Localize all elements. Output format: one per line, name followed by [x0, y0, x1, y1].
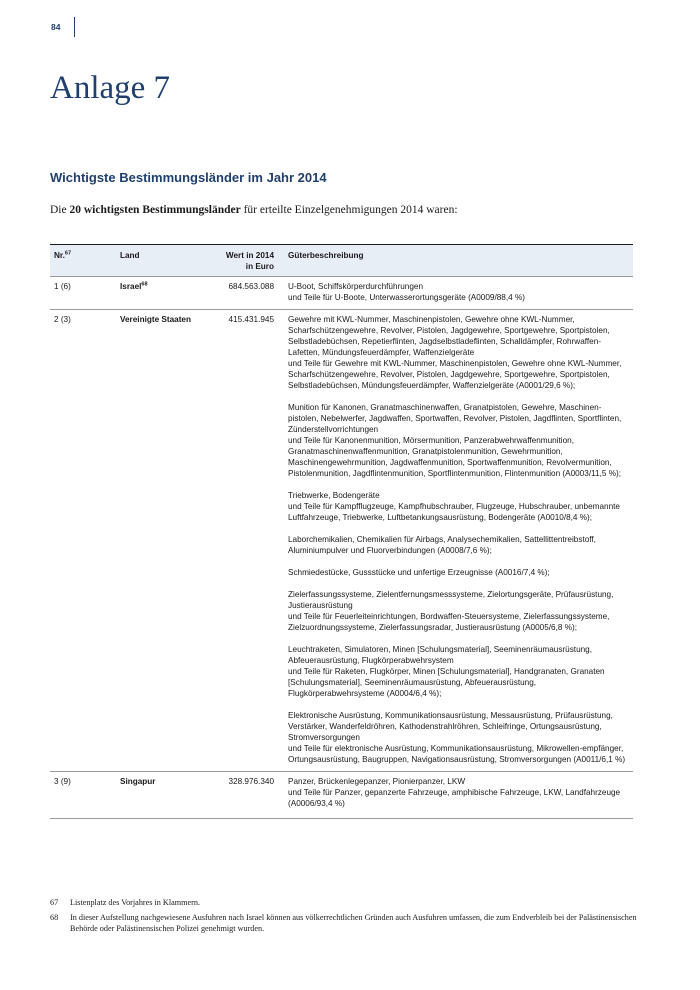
- goods-description-paragraph: Panzer, Brückenlegepanzer, Pionierpanzer, LKW und Teile für Panzer, gepanzerte Fahrzeuge, amphibische Fahrzeuge, LKW, Landfahrzeuge (A0006/93,4 %): [288, 777, 621, 808]
- footnote-number: 67: [50, 898, 59, 907]
- cell-land: Singapur: [116, 772, 208, 819]
- land-footnote-ref: 68: [141, 281, 148, 288]
- goods-description-paragraph: Laborchemikalien, Chemikalien für Airbags, Analysechemikalien, Sattellittentreibstoff, Aluminiumpulver und Fluorverbindungen (A0008/7,6 %);: [288, 535, 596, 555]
- table-header-row: [50, 245, 633, 277]
- cell-land: Israel$^{68}$: [116, 277, 208, 310]
- header-wert: Wert in 2014 in Euro: [225, 251, 274, 271]
- goods-description-paragraph: Triebwerke, Bodengeräte und Teile für Kampfflugzeuge, Kampfhubschrauber, Flugzeuge, Hubschrauber, unbemannte Luftfahrzeuge, Triebwerke, Luftbetankungsausrüstung, Bodengeräte (A0010/8,4 %);: [288, 491, 620, 522]
- header-nr-footnote-ref: 67: [64, 250, 72, 257]
- cell-wert: 415.431.945: [208, 310, 284, 772]
- footnote-text: Listenplatz des Vorjahres in Klammern.: [70, 898, 200, 907]
- cell-nr: 2 (3): [50, 310, 116, 772]
- cell-nr: 3 (9): [50, 772, 116, 819]
- intro-text-bold: 20 wichtigsten Bestimmungsländer: [69, 204, 241, 216]
- section-title: Wichtigste Bestimmungsländer im Jahr 2014: [50, 170, 327, 185]
- page-number-divider: [74, 17, 75, 37]
- cell-land: Vereinigte Staaten: [116, 310, 208, 772]
- cell-nr: 1 (6): [50, 277, 116, 310]
- footnote: [50, 912, 650, 934]
- cell-gueterbeschreibung: [284, 277, 633, 310]
- table-row: [50, 310, 633, 772]
- intro-paragraph: [50, 204, 458, 216]
- footnote: [50, 897, 650, 908]
- intro-text-before: Die: [50, 204, 70, 216]
- intro-text-after: für erteilte Einzelgenehmigungen 2014 waren:: [240, 204, 458, 216]
- goods-description-paragraph: Schmiedestücke, Gussstücke und unfertige Erzeugnisse (A0016/7,4 %);: [288, 568, 550, 577]
- cell-gueterbeschreibung: [284, 772, 633, 819]
- destinations-table: [50, 244, 633, 819]
- table-row: [50, 277, 633, 310]
- header-gueterbeschreibung: Güterbeschreibung: [288, 251, 364, 260]
- goods-description-paragraph: U-Boot, Schiffskörperdurchführungen und Teile für U-Boote, Unterwasserortungsgeräte (A0009/88,4 %): [288, 282, 525, 302]
- goods-description-paragraph: Gewehre mit KWL-Nummer, Maschinenpistolen, Gewehre ohne KWL-Nummer, Scharfschützengewehre, Revolver, Pistolen, Jagdgewehre, Sportgewehre, Sportpistolen, Selbstladebüchsen, Repetierflinten, Jagdselbstladeflinten, Schalldämpfer, Rohrwaffen-Lafetten, Mündungsfeuerdämpfer, Waffenzielgeräte und Teile für Gewehre mit KWL-Nummer, Maschinenpistolen, Gewehre ohne KWL-Nummer, Scharfschützengewehre, Revolver, Pistolen, Jagdgewehre, Sportgewehre, Sportpistolen, Selbstladebüchsen, Mündungsfeuerdämpfer, Waffenzielgeräte (A0001/29,6 %);: [288, 315, 622, 390]
- cell-wert: 328.976.340: [208, 772, 284, 819]
- footnotes: [50, 897, 650, 938]
- cell-wert: 684.563.088: [208, 277, 284, 310]
- goods-description-paragraph: Munition für Kanonen, Granatmaschinenwaffen, Granatpistolen, Gewehre, Maschinen-pistolen, Nebelwerfer, Jagdwaffen, Sportwaffen, Revolver, Pistolen, Jagdflinten, Sportflinten, Zünderstellvorrichtungen und Teile für Kanonenmunition, Mörsermunition, Panzerabwehrwaffenmunition, Granatmaschinenwaffenmunition, Granatpistolenmunition, Gewehrmunition, Maschinengewehrmunition, Jagdwaffenmunition, Sportwaffenmunition, Revolvermunition, Pistolenmunition, Jagdflintenmunition, Sportflintenmunition, Flintenmunition (A0003/11,5 %);: [288, 403, 622, 478]
- page-number: 84: [51, 22, 61, 32]
- footnote-number: 68: [50, 913, 59, 922]
- table-body: [50, 277, 633, 819]
- header-nr: Nr.$^{67}$: [54, 250, 72, 260]
- header-land: Land: [120, 251, 140, 260]
- footnote-text: In dieser Aufstellung nachgewiesene Ausfuhren nach Israel können aus völkerrechtlichen Gründen auch Ausfuhren umfassen, die zum Endverbleib bei der Palästinensischen Behörde oder Palästinensischen Polizei genehmigt wurden.: [70, 913, 637, 933]
- goods-description-paragraph: Elektronische Ausrüstung, Kommunikationsausrüstung, Messausrüstung, Prüfausrüstung, Verstärker, Wanderfeldröhren, Kathodenstrahlröhren, Schleifringe, Ortungsausrüstung, Stromversorgungen und Teile für elektronische Ausrüstung, Kommunikationsausrüstung, Mikrowellen-empfänger, Ortungsausrüstung, Baugruppen, Navigationsausrüstung, Stromversorgungen (A0011/6,1 %): [288, 711, 626, 764]
- goods-description-paragraph: Leuchtraketen, Simulatoren, Minen [Schulungsmaterial], Seeminenräumausrüstung, Abfeuerausrüstung, Flugkörperabwehrsystem und Teile für Raketen, Flugkörper, Minen [Schulungsmaterial], Handgranaten, Granaten [Schulungsmaterial], Seeminenräumausrüstung, Abfeuerausrüstung, Flugkörperabwehrsysteme (A0004/6,4 %);: [288, 645, 605, 698]
- cell-gueterbeschreibung: [284, 310, 633, 772]
- goods-description-paragraph: Zielerfassungssysteme, Zielentfernungsmesssysteme, Zielortungsgeräte, Prüfausrüstung, Justierausrüstung und Teile für Feuerleiteinrichtungen, Bordwaffen-Steuersysteme, Zielerfassungssysteme, Zielzuordnungssysteme, Zielerfassungsradar, Justierausrüstung (A0005/6,8 %);: [288, 590, 614, 632]
- page-title: Anlage 7: [50, 70, 171, 106]
- table-row: [50, 772, 633, 819]
